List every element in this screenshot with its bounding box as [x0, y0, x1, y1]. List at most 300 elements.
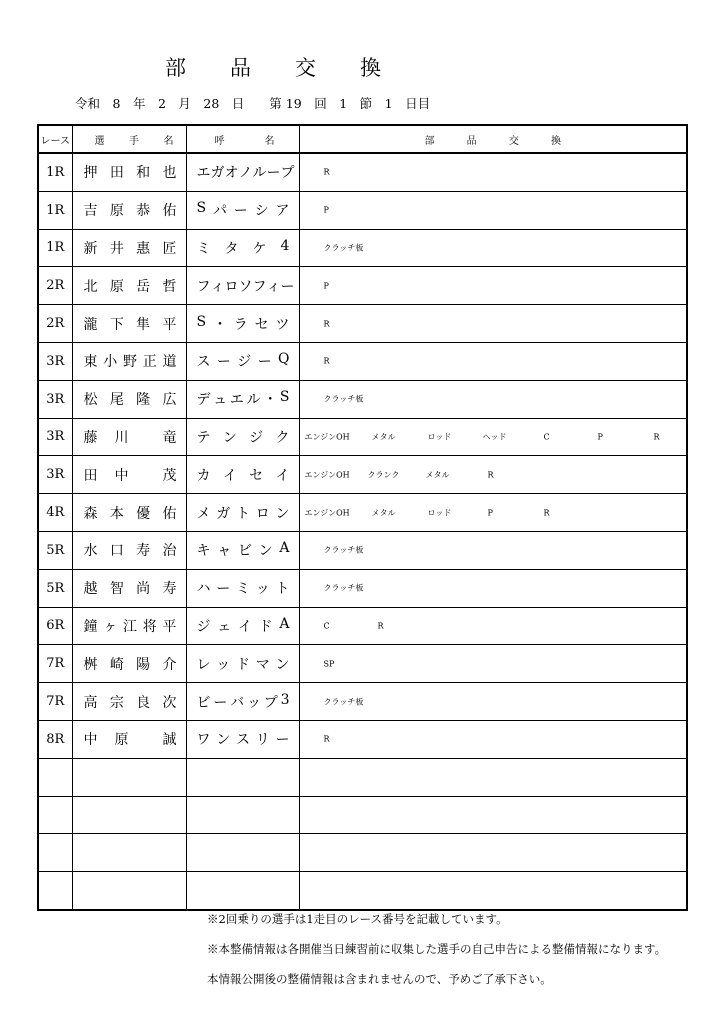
nick-char: ア: [275, 203, 290, 220]
race-cell: [38, 796, 72, 834]
table-row: [38, 229, 687, 267]
nick-char: 3: [280, 691, 290, 708]
race-cell: [38, 418, 72, 456]
race-cell: [38, 191, 72, 229]
name-char: 押: [83, 165, 98, 182]
nick-char: 4: [280, 237, 290, 254]
nick-char: ル: [246, 392, 261, 409]
player-name-cell: [72, 191, 186, 229]
name-char: 恭: [136, 203, 151, 220]
table-row: [38, 720, 687, 758]
header-char: 部: [424, 135, 435, 147]
name-char: 平: [162, 316, 177, 333]
part-item: P: [597, 432, 603, 442]
nick-char: ミ: [196, 240, 211, 257]
player-name-cell: [72, 229, 186, 267]
nickname-cell: [186, 720, 299, 758]
nickname-cell: [186, 569, 299, 607]
parts-cell: [299, 796, 687, 834]
name-char: 高: [83, 694, 98, 711]
parts-cell: [299, 342, 687, 380]
nick-char: ェ: [217, 618, 232, 635]
nick-char: ス: [236, 732, 250, 749]
nick-char: S: [196, 313, 207, 330]
nick-char: バ: [230, 694, 245, 711]
part-item: R: [543, 508, 550, 518]
name-char: 次: [162, 694, 177, 711]
nickname-cell: [186, 229, 299, 267]
name-char: 茂: [162, 467, 177, 484]
nickname-cell: [186, 342, 299, 380]
table-row: [38, 267, 687, 305]
name-char: ヶ: [103, 618, 118, 635]
name-char: 広: [162, 392, 177, 409]
race-number: 8R: [46, 731, 65, 747]
part-item: ロッド: [427, 508, 452, 518]
race-cell: [38, 494, 72, 532]
race-number: 3R: [46, 429, 65, 445]
part-item: メタル: [371, 508, 396, 518]
title-char: 部: [165, 56, 186, 80]
race-number: 6R: [46, 618, 65, 634]
table-row: [38, 494, 687, 532]
name-char: 小: [103, 354, 118, 371]
nick-char: ハ: [196, 581, 211, 598]
parts-cell: [299, 720, 687, 758]
nick-char: ラ: [233, 316, 248, 333]
nickname-cell: [186, 872, 299, 910]
name-char: 惠: [136, 240, 151, 257]
name-char: 和: [136, 165, 151, 182]
name-char: 本: [109, 505, 124, 522]
nick-char: ノ: [238, 165, 253, 182]
header-parts: [299, 125, 687, 153]
player-name-cell: [72, 531, 186, 569]
player-name-cell: [72, 834, 186, 872]
table-row: [38, 796, 687, 834]
race-number: 1R: [46, 164, 65, 180]
name-char: 口: [109, 543, 124, 560]
nick-char: ン: [258, 543, 273, 560]
race-number: 7R: [46, 656, 65, 672]
note-1: ※2回乗りの選手は1走目のレース番号を記載しています。: [207, 912, 508, 926]
name-char: 正: [142, 354, 157, 371]
part-item: クラッチ板: [323, 394, 364, 404]
parts-exchange-table: [37, 124, 688, 911]
header-char: 手: [129, 135, 139, 147]
nick-char: ト: [236, 505, 250, 522]
nick-char: ィ: [266, 278, 281, 295]
parts-cell: [299, 229, 687, 267]
race-cell: [38, 834, 72, 872]
name-char: 中: [114, 467, 129, 484]
name-char: 鐘: [83, 618, 98, 635]
part-item: R: [487, 470, 494, 480]
name-char: 野: [123, 354, 137, 371]
nick-char: ー: [266, 165, 281, 182]
name-char: 森: [83, 505, 98, 522]
name-char: 松: [83, 392, 98, 409]
name-char: 江: [123, 618, 137, 635]
nick-char: イ: [222, 467, 237, 484]
table-row: [38, 531, 687, 569]
name-char: 良: [136, 694, 151, 711]
table-row: [38, 834, 687, 872]
name-char: 道: [162, 354, 177, 371]
race-number: 7R: [46, 694, 65, 710]
table-header-row: [38, 125, 687, 153]
nickname-cell: [186, 531, 299, 569]
nick-char: ル: [252, 165, 267, 182]
part-item: エンジンOH: [304, 470, 350, 480]
part-item: P: [323, 281, 329, 291]
header-nickname: [186, 125, 299, 153]
name-char: 優: [136, 505, 151, 522]
nick-char: ン: [222, 429, 237, 446]
nick-char: ー: [275, 732, 290, 749]
nick-char: ジ: [249, 429, 264, 446]
nick-char: ー: [216, 581, 231, 598]
player-name-cell: [72, 153, 186, 191]
player-name-cell: [72, 645, 186, 683]
race-cell: [38, 380, 72, 418]
race-cell: [38, 720, 72, 758]
nick-char: ケ: [252, 240, 267, 257]
nick-char: セ: [249, 467, 264, 484]
player-name-cell: [72, 796, 186, 834]
race-cell: [38, 607, 72, 645]
name-char: 中: [83, 732, 98, 749]
name-char: 陽: [136, 656, 151, 673]
race-cell: [38, 645, 72, 683]
nick-char: ー: [280, 278, 295, 295]
name-char: 原: [109, 203, 124, 220]
nick-char: イ: [275, 467, 290, 484]
nick-char: ー: [233, 203, 248, 220]
title-char: 品: [230, 56, 251, 80]
name-char: 介: [162, 656, 177, 673]
nick-char: デ: [196, 392, 211, 409]
nick-char: ソ: [238, 278, 253, 295]
name-char: 原: [114, 732, 129, 749]
nickname-cell: [186, 607, 299, 645]
part-item: メタル: [371, 432, 396, 442]
player-name-cell: [72, 720, 186, 758]
player-name-cell: [72, 569, 186, 607]
nick-char: エ: [229, 392, 244, 409]
name-char: 川: [114, 429, 129, 446]
nick-char: ー: [213, 694, 228, 711]
race-number: 3R: [46, 391, 65, 407]
nick-char: ガ: [216, 505, 231, 522]
parts-cell: [299, 153, 687, 191]
nick-char: Q: [278, 351, 290, 368]
nick-char: ー: [216, 354, 231, 371]
nickname-cell: [186, 456, 299, 494]
name-char: 岳: [136, 278, 151, 295]
part-item: R: [323, 734, 330, 744]
name-char: 佑: [162, 203, 177, 220]
race-number: 1R: [46, 202, 65, 218]
parts-cell: [299, 683, 687, 721]
header-char: 交: [508, 135, 519, 147]
nick-char: カ: [196, 467, 211, 484]
table-row: [38, 683, 687, 721]
nick-char: フ: [196, 278, 211, 295]
nick-char: ン: [216, 732, 231, 749]
nick-char: ガ: [210, 165, 225, 182]
part-item: R: [653, 432, 660, 442]
name-char: 匠: [162, 240, 177, 257]
name-char: 隆: [136, 392, 151, 409]
name-char: 越: [83, 581, 98, 598]
race-number: 4R: [46, 505, 65, 521]
name-char: 原: [109, 278, 124, 295]
name-char: 隼: [136, 316, 151, 333]
part-item: SP: [323, 659, 335, 669]
nick-char: イ: [237, 618, 252, 635]
race-cell: [38, 456, 72, 494]
nick-char: ッ: [246, 694, 261, 711]
nick-char: ツ: [275, 316, 290, 333]
part-item: エンジンOH: [304, 432, 350, 442]
part-item: クランク: [367, 470, 400, 480]
parts-cell: [299, 191, 687, 229]
nick-char: テ: [196, 429, 211, 446]
nick-char: ュ: [213, 392, 228, 409]
name-char: 寿: [162, 581, 177, 598]
nick-char: ワ: [196, 732, 211, 749]
race-cell: [38, 683, 72, 721]
nick-char: ー: [257, 354, 272, 371]
table-row: [38, 305, 687, 343]
race-cell: [38, 872, 72, 910]
name-char: 哲: [162, 278, 177, 295]
nick-char: パ: [212, 203, 227, 220]
name-char: 宗: [109, 694, 124, 711]
race-number: 3R: [46, 467, 65, 483]
race-cell: [38, 569, 72, 607]
nick-char: ビ: [196, 694, 211, 711]
parts-cell: [299, 456, 687, 494]
parts-cell: [299, 494, 687, 532]
player-name-cell: [72, 380, 186, 418]
race-number: 1R: [46, 240, 65, 256]
name-char: 竜: [162, 429, 177, 446]
part-item: R: [323, 319, 330, 329]
header-char: 名: [264, 135, 275, 147]
player-name-cell: [72, 683, 186, 721]
player-name-cell: [72, 758, 186, 796]
nickname-cell: [186, 191, 299, 229]
table-row: [38, 872, 687, 910]
parts-cell: [299, 834, 687, 872]
player-name-cell: [72, 607, 186, 645]
name-char: 井: [109, 240, 124, 257]
nick-char: ィ: [210, 278, 225, 295]
title-char: 換: [360, 56, 381, 80]
nick-char: キ: [196, 543, 211, 560]
nick-char: レ: [196, 656, 211, 673]
name-char: 東: [83, 354, 98, 371]
nickname-cell: [186, 305, 299, 343]
part-item: C: [543, 432, 550, 442]
parts-cell: [299, 569, 687, 607]
nick-char: ・: [212, 316, 227, 333]
header-char: 換: [550, 135, 561, 147]
race-cell: [38, 267, 72, 305]
table-row: [38, 758, 687, 796]
part-item: クラッチ板: [323, 583, 364, 593]
part-item: クラッチ板: [323, 697, 364, 707]
nick-char: ド: [236, 656, 250, 673]
note-3: 本情報公開後の整備情報は含まれませんので、予めご了承下さい。: [207, 972, 552, 986]
nick-char: オ: [224, 165, 239, 182]
part-item: ヘッド: [482, 432, 507, 442]
race-cell: [38, 531, 72, 569]
parts-cell: [299, 267, 687, 305]
race-cell: [38, 758, 72, 796]
player-name-cell: [72, 872, 186, 910]
table-row: [38, 153, 687, 191]
name-char: 田: [83, 467, 98, 484]
nick-char: ロ: [255, 505, 270, 522]
parts-cell: [299, 607, 687, 645]
name-char: 寿: [136, 543, 151, 560]
table-row: [38, 191, 687, 229]
nick-char: タ: [224, 240, 239, 257]
race-number: 2R: [46, 278, 65, 294]
nick-char: セ: [254, 316, 269, 333]
race-number: 5R: [46, 542, 65, 558]
name-char: 吉: [83, 203, 98, 220]
part-item: R: [323, 356, 330, 366]
nick-char: ッ: [216, 656, 231, 673]
nick-char: ン: [275, 505, 290, 522]
part-item: R: [377, 621, 384, 631]
document-title: [0, 52, 720, 84]
name-char: 尚: [136, 581, 151, 598]
parts-cell: [299, 872, 687, 910]
table-row: [38, 342, 687, 380]
table-row: [38, 456, 687, 494]
name-char: 平: [162, 618, 177, 635]
nick-char: エ: [196, 165, 211, 182]
part-item: クラッチ板: [323, 243, 364, 253]
race-number: 3R: [46, 353, 65, 369]
note-2: ※本整備情報は各開催当日練習前に収集した選手の自己申告による整備情報になります。: [207, 942, 667, 956]
date-line: 令和 8 年 2 月 28 日 第 19 回 1 節 1 日目: [75, 96, 431, 111]
nickname-cell: [186, 758, 299, 796]
race-cell: [38, 342, 72, 380]
nickname-cell: [186, 834, 299, 872]
part-item: P: [323, 205, 329, 215]
part-item: メタル: [425, 470, 450, 480]
nick-char: リ: [255, 732, 270, 749]
nickname-cell: [186, 683, 299, 721]
parts-cell: [299, 305, 687, 343]
name-char: 治: [162, 543, 177, 560]
race-number: 5R: [46, 580, 65, 596]
nick-char: ジ: [196, 618, 211, 635]
parts-cell: [299, 645, 687, 683]
name-char: 誠: [162, 732, 177, 749]
header-char: 呼: [214, 135, 225, 147]
race-cell: [38, 305, 72, 343]
nick-char: プ: [263, 694, 278, 711]
name-char: 水: [83, 543, 98, 560]
nickname-cell: [186, 418, 299, 456]
nick-char: マ: [255, 656, 270, 673]
name-char: 藤: [83, 429, 98, 446]
table-row: [38, 569, 687, 607]
part-item: P: [487, 508, 493, 518]
part-item: エンジンOH: [304, 508, 350, 518]
nick-char: ン: [275, 656, 290, 673]
nick-char: ロ: [224, 278, 239, 295]
table-row: [38, 418, 687, 456]
nickname-cell: [186, 267, 299, 305]
nickname-cell: [186, 645, 299, 683]
nick-char: S: [196, 200, 207, 217]
nickname-cell: [186, 796, 299, 834]
nick-char: S: [279, 389, 290, 406]
player-name-cell: [72, 305, 186, 343]
nickname-cell: [186, 380, 299, 418]
nickname-cell: [186, 153, 299, 191]
part-item: ロッド: [427, 432, 452, 442]
nick-char: ッ: [255, 581, 270, 598]
nick-char: ャ: [217, 543, 232, 560]
parts-cell: [299, 758, 687, 796]
header-char: 品: [466, 135, 477, 147]
header-player: [72, 125, 186, 153]
name-char: 瀧: [83, 316, 98, 333]
name-char: 崎: [109, 656, 124, 673]
player-name-cell: [72, 418, 186, 456]
race-cell: [38, 153, 72, 191]
player-name-cell: [72, 456, 186, 494]
race-cell: [38, 229, 72, 267]
nick-char: ミ: [236, 581, 250, 598]
table-row: [38, 607, 687, 645]
name-char: 佑: [162, 505, 177, 522]
name-char: 新: [83, 240, 98, 257]
nick-char: ド: [258, 618, 273, 635]
name-char: 智: [109, 581, 124, 598]
header-char: 名: [163, 135, 174, 147]
parts-cell: [299, 380, 687, 418]
table-row: [38, 645, 687, 683]
part-item: R: [323, 167, 330, 177]
part-item: C: [323, 621, 330, 631]
race-number: 2R: [46, 316, 65, 332]
table-row: [38, 380, 687, 418]
nickname-cell: [186, 494, 299, 532]
name-char: 下: [109, 316, 124, 333]
nick-char: ト: [275, 581, 290, 598]
nick-char: ジ: [237, 354, 252, 371]
name-char: 也: [162, 165, 177, 182]
player-name-cell: [72, 342, 186, 380]
player-name-cell: [72, 494, 186, 532]
title-char: 交: [295, 56, 316, 80]
player-name-cell: [72, 267, 186, 305]
nick-char: フ: [252, 278, 267, 295]
nick-char: A: [279, 540, 290, 557]
nick-char: ビ: [237, 543, 252, 560]
nick-char: シ: [254, 203, 269, 220]
